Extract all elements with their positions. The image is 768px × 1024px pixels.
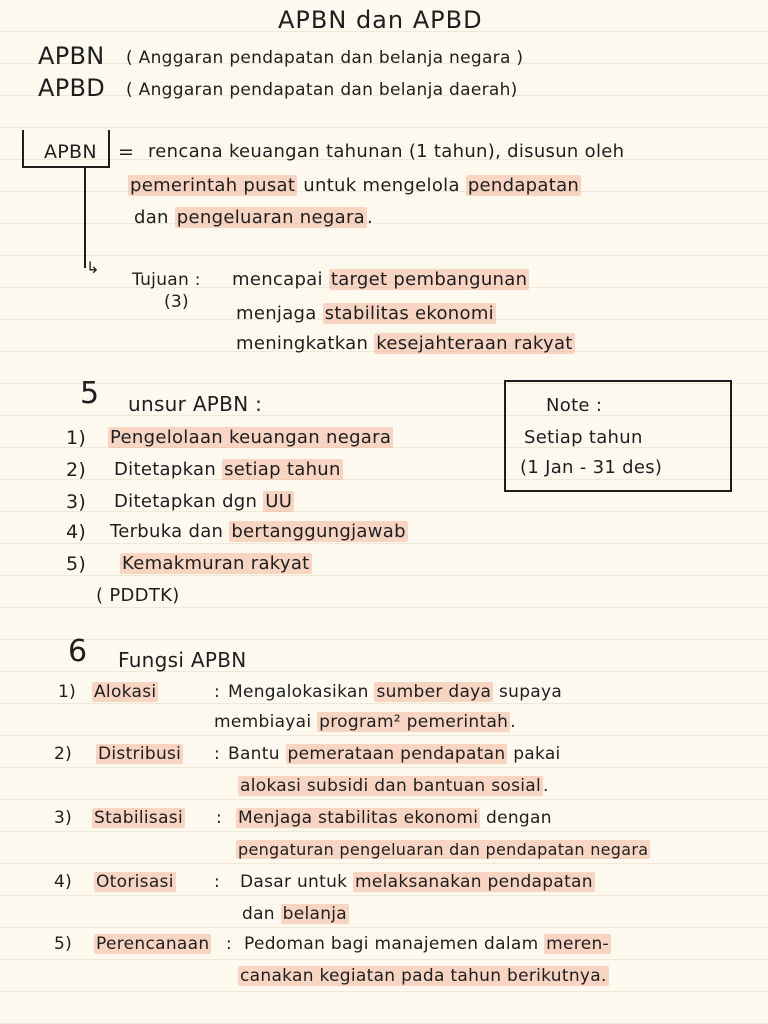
unsur-item-highlight: setiap tahun xyxy=(224,459,341,480)
fungsi-item-sep: : xyxy=(226,934,233,954)
fungsi-number: 6 xyxy=(68,634,88,669)
def-apbn-abbr: APBN xyxy=(38,42,105,70)
fungsi-item-line1 xyxy=(244,932,611,956)
tujuan-item xyxy=(236,302,496,326)
fungsi-item-number: 1) xyxy=(58,682,77,702)
unsur-item xyxy=(120,552,312,576)
fungsi-line2-pre: membiayai xyxy=(214,712,312,732)
fungsi-name-highlight: Alokasi xyxy=(94,682,157,702)
tujuan-item xyxy=(232,268,529,292)
fungsi-item-line1 xyxy=(240,870,595,894)
fungsi-name-highlight: Stabilisasi xyxy=(94,808,183,828)
unsur-item-number: 3) xyxy=(66,491,87,513)
fungsi-line1-post: supaya xyxy=(498,682,563,702)
fungsi-item-line2 xyxy=(214,710,516,734)
fungsi-line2-pre: dan xyxy=(242,904,275,924)
fungsi-item-number: 3) xyxy=(54,808,73,828)
fungsi-item-line2 xyxy=(238,774,549,798)
fungsi-line2-post: . xyxy=(510,712,516,732)
apbn-def-line1: rencana keuangan tahunan (1 tahun), disusun oleh xyxy=(148,141,625,162)
equals-sign: = xyxy=(118,141,135,163)
fungsi-name-highlight: Otorisasi xyxy=(96,872,174,892)
note-line1: Setiap tahun xyxy=(524,427,643,448)
fungsi-line1-pre: Dasar untuk xyxy=(240,872,348,892)
connector-line xyxy=(84,166,86,268)
fungsi-line2-highlight: belanja xyxy=(282,904,348,924)
fungsi-line1-highlight: pemerataan pendapatan xyxy=(287,744,506,764)
unsur-item-pre: Ditetapkan dgn xyxy=(114,491,258,512)
apbn-def-line3-end: . xyxy=(366,207,374,228)
fungsi-item-name xyxy=(94,870,176,894)
highlight-pendapatan: pendapatan xyxy=(467,175,580,196)
tujuan-item-pre: mencapai xyxy=(232,269,323,290)
apbn-def-line3-pre: dan xyxy=(134,207,169,228)
unsur-number: 5 xyxy=(80,376,100,411)
tujuan-item-highlight: stabilitas ekonomi xyxy=(324,303,494,324)
fungsi-line1-pre: Bantu xyxy=(228,744,280,764)
unsur-item-pre: Terbuka dan xyxy=(110,521,224,542)
unsur-item-number: 4) xyxy=(66,521,87,543)
unsur-heading: unsur APBN : xyxy=(128,392,263,416)
fungsi-line2-post: . xyxy=(543,776,549,796)
highlight-pengeluaran-negara: pengeluaran negara xyxy=(176,207,365,228)
apbn-def-line2-mid: untuk mengelola xyxy=(303,175,460,196)
fungsi-item-number: 5) xyxy=(54,934,73,954)
note-line2: (1 Jan - 31 des) xyxy=(520,457,663,478)
unsur-item-pre: Ditetapkan xyxy=(114,459,217,480)
fungsi-item-sep: : xyxy=(214,744,221,764)
page-title: APBN dan APBD xyxy=(278,6,483,34)
tujuan-count: (3) xyxy=(164,292,189,312)
fungsi-item-number: 4) xyxy=(54,872,73,892)
tujuan-item-pre: menjaga xyxy=(236,303,317,324)
note-title: Note : xyxy=(546,395,603,416)
tujuan-item-pre: meningkatkan xyxy=(236,333,369,354)
tujuan-item-highlight: target pembangunan xyxy=(330,269,528,290)
fungsi-line1-highlight: sumber daya xyxy=(376,682,492,702)
fungsi-name-highlight: Distribusi xyxy=(98,744,182,764)
fungsi-line2-highlight: alokasi subsidi dan bantuan sosial xyxy=(240,776,541,796)
unsur-item xyxy=(108,426,393,450)
fungsi-name-highlight: Perencanaan xyxy=(96,934,210,954)
fungsi-item-name xyxy=(92,806,185,830)
fungsi-item-line2 xyxy=(238,964,609,988)
fungsi-line1-post: pakai xyxy=(513,744,561,764)
fungsi-item-number: 2) xyxy=(54,744,73,764)
unsur-item-highlight: bertanggungjawab xyxy=(231,521,406,542)
fungsi-line1-post: dengan xyxy=(485,808,552,828)
fungsi-item-line2 xyxy=(236,838,650,862)
unsur-item-number: 2) xyxy=(66,459,87,481)
def-apbn-meaning: ( Anggaran pendapatan dan belanja negara ) xyxy=(126,48,524,68)
fungsi-heading: Fungsi APBN xyxy=(118,648,247,672)
def-apbd-meaning: ( Anggaran pendapatan dan belanja daerah) xyxy=(126,80,518,100)
fungsi-line2-highlight: canakan kegiatan pada tahun berikutnya. xyxy=(240,966,607,986)
fungsi-line1-highlight: meren- xyxy=(546,934,609,954)
fungsi-item-line1 xyxy=(236,806,552,830)
unsur-item-highlight: UU xyxy=(265,491,293,512)
fungsi-item-sep: : xyxy=(216,808,223,828)
fungsi-item-line1 xyxy=(228,680,562,704)
def-apbd-abbr: APBD xyxy=(38,74,106,102)
unsur-item xyxy=(114,490,294,514)
unsur-item-highlight: Pengelolaan keuangan negara xyxy=(110,427,392,448)
fungsi-line1-highlight: melaksanakan pendapatan xyxy=(355,872,593,892)
unsur-item-number: 5) xyxy=(66,553,87,575)
fungsi-item-line2 xyxy=(242,902,349,926)
fungsi-item-sep: : xyxy=(214,682,221,702)
tujuan-label: Tujuan : xyxy=(132,270,201,290)
unsur-mnemonic: ( PDDTK) xyxy=(96,585,180,606)
apbn-def-line3 xyxy=(134,206,373,230)
fungsi-line1-highlight: Menjaga stabilitas ekonomi xyxy=(238,808,479,828)
fungsi-line2-highlight: program² pemerintah xyxy=(319,712,509,732)
fungsi-item-name xyxy=(92,680,158,704)
fungsi-line2-highlight: pengaturan pengeluaran dan pendapatan negara xyxy=(238,840,649,859)
fungsi-item-sep: : xyxy=(214,872,221,892)
unsur-item xyxy=(110,520,408,544)
tujuan-item xyxy=(236,332,575,356)
apbn-box-label: APBN xyxy=(44,141,97,163)
highlight-pemerintah-pusat: pemerintah pusat xyxy=(130,175,296,196)
unsur-item xyxy=(114,458,343,482)
arrow-right-icon: ↳ xyxy=(86,258,100,277)
fungsi-line1-pre: Pedoman bagi manajemen dalam xyxy=(244,934,539,954)
fungsi-item-name xyxy=(94,932,211,956)
apbn-def-line2 xyxy=(128,174,581,198)
tujuan-item-highlight: kesejahteraan rakyat xyxy=(376,333,573,354)
fungsi-item-line1 xyxy=(228,742,561,766)
fungsi-line1-pre: Mengalokasikan xyxy=(228,682,369,702)
fungsi-item-name xyxy=(96,742,183,766)
unsur-item-number: 1) xyxy=(66,427,87,449)
unsur-item-highlight: Kemakmuran rakyat xyxy=(122,553,310,574)
